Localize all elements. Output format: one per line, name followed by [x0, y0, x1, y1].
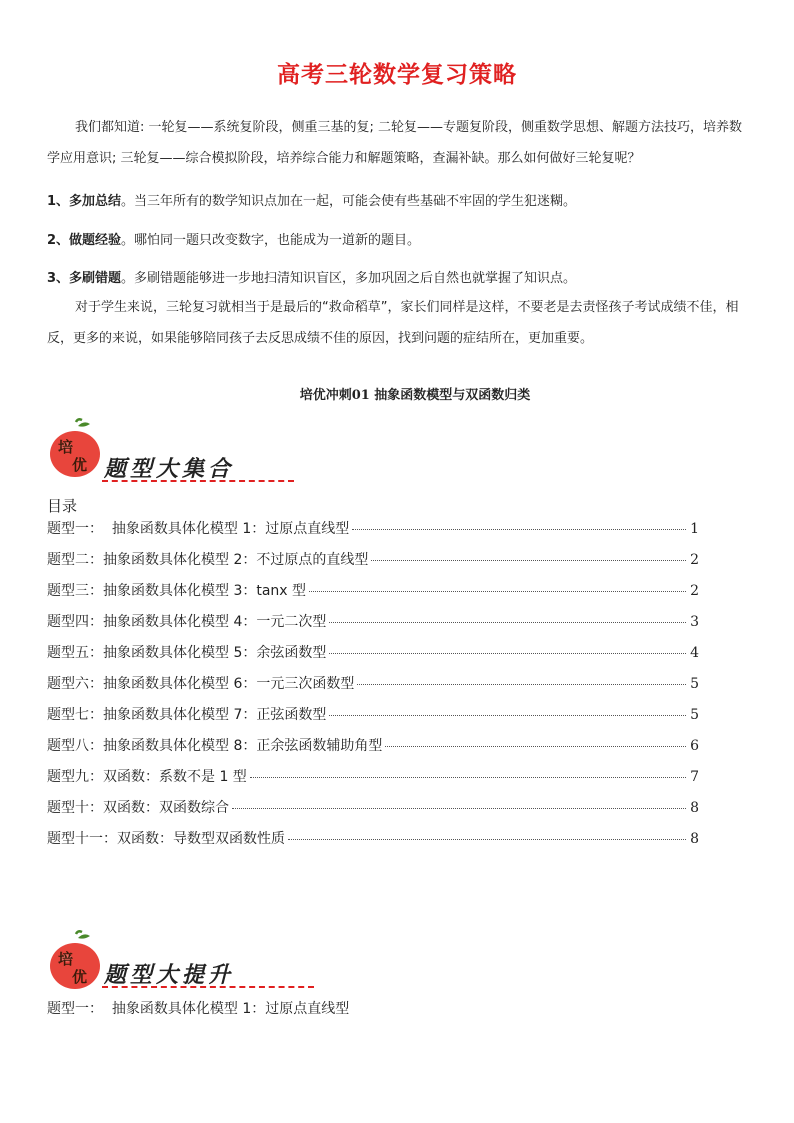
toc-page-number: 7 — [690, 769, 699, 785]
toc-entry-title: 题型十一：双函数：导数型双函数性质 — [47, 831, 285, 847]
toc-entry[interactable] — [47, 766, 699, 797]
toc-page-number: 1 — [690, 521, 699, 537]
banner-underline — [102, 480, 294, 482]
toc-entry-title: 题型十：双函数：双函数综合 — [47, 800, 229, 816]
toc-entry-title: 题型五：抽象函数具体化模型 5：余弦函数型 — [47, 645, 327, 661]
tip-item-1-text: 。当三年所有的数学知识点加在一起，可能会使有些基础不牢固的学生犯迷糊。 — [121, 194, 577, 209]
apple-char-top: 培 — [58, 950, 74, 968]
toc-entry-title: 题型三：抽象函数具体化模型 3：tanx 型 — [47, 583, 307, 599]
tip-item-3-heading: 3、多刷错题 — [47, 271, 122, 286]
toc-entry[interactable] — [47, 518, 699, 549]
toc-label: 目录 — [47, 497, 78, 515]
toc-page-number: 8 — [690, 831, 699, 847]
toc-entry[interactable] — [47, 673, 699, 704]
toc-leader — [288, 839, 686, 840]
toc-leader — [371, 560, 686, 561]
banner-heading: 题型大集合 — [104, 456, 235, 482]
intro-paragraph-2: 对于学生来说，三轮复习就相当于是最后的“救命稻草”，家长们同样是这样，不要老是去责怪孩子考试成绩不佳，相反，更多的来说，如果能够陪同孩子去反思成绩不佳的原因，找到问题的症结所在，更加重要。 — [47, 300, 739, 346]
toc-page-number: 3 — [690, 614, 699, 630]
intro-paragraph-1: 我们都知道: 一轮复——系统复阶段，侧重三基的复; 二轮复——专题复阶段，侧重数学思想、解题方法技巧，培养数学应用意识; 三轮复——综合模拟阶段，培养综合能力和解题策略，查漏补缺。那么如何做好三轮复呢？ — [47, 120, 743, 166]
toc-leader — [250, 777, 686, 778]
toc-entry[interactable] — [47, 735, 699, 766]
tip-item-3 — [47, 267, 747, 286]
toc-entry[interactable] — [47, 704, 699, 735]
toc-leader — [329, 622, 686, 623]
tip-item-1 — [47, 190, 747, 209]
tip-item-1-heading: 1、多加总结 — [47, 194, 122, 209]
apple-char-bottom: 优 — [72, 456, 88, 474]
banner-underline — [102, 986, 314, 988]
toc-page-number: 4 — [690, 645, 699, 661]
banner-question-improvement — [48, 930, 258, 990]
toc-page-number: 2 — [690, 583, 699, 599]
toc-page-number: 6 — [690, 738, 699, 754]
toc-leader — [385, 746, 686, 747]
toc-page-number: 5 — [690, 676, 699, 692]
toc-entry-title: 题型九：双函数：系数不是 1 型 — [47, 769, 247, 785]
toc-entry-title: 题型六：抽象函数具体化模型 6：一元三次函数型 — [47, 676, 355, 692]
toc-leader — [309, 591, 686, 592]
topic-heading: 题型一： 抽象函数具体化模型 1：过原点直线型 — [47, 1001, 350, 1017]
toc-leader — [232, 808, 686, 809]
toc-entry[interactable] — [47, 549, 699, 580]
tip-item-2-text: 。哪怕同一题只改变数字，也能成为一道新的题目。 — [121, 233, 421, 248]
tip-item-2-heading: 2、做题经验 — [47, 233, 122, 248]
page-title: 高考三轮数学复习策略 — [277, 62, 517, 88]
toc-entry[interactable] — [47, 580, 699, 611]
tip-item-3-text: 。多刷错题能够进一步地扫清知识盲区，多加巩固之后自然也就掌握了知识点。 — [121, 271, 577, 286]
banner-question-collection — [48, 418, 258, 482]
table-of-contents — [47, 518, 699, 859]
toc-entry-title: 题型四：抽象函数具体化模型 4：一元二次型 — [47, 614, 327, 630]
toc-entry[interactable] — [47, 797, 699, 828]
toc-leader — [352, 529, 686, 530]
apple-icon — [48, 930, 104, 992]
toc-page-number: 5 — [690, 707, 699, 723]
toc-entry[interactable] — [47, 828, 699, 859]
toc-leader — [329, 715, 686, 716]
apple-char-top: 培 — [58, 438, 74, 456]
toc-leader — [329, 653, 686, 654]
toc-leader — [357, 684, 686, 685]
toc-entry-title: 题型八：抽象函数具体化模型 8：正余弦函数辅助角型 — [47, 738, 383, 754]
toc-page-number: 2 — [690, 552, 699, 568]
banner-heading: 题型大提升 — [104, 962, 235, 988]
toc-page-number: 8 — [690, 800, 699, 816]
section-title: 培优冲刺01 抽象函数模型与双函数归类 — [299, 388, 531, 403]
apple-char-bottom: 优 — [72, 968, 88, 986]
toc-entry-title: 题型七：抽象函数具体化模型 7：正弦函数型 — [47, 707, 327, 723]
toc-entry[interactable] — [47, 642, 699, 673]
toc-entry-title: 题型二：抽象函数具体化模型 2：不过原点的直线型 — [47, 552, 369, 568]
apple-icon — [48, 418, 104, 480]
toc-entry-title: 题型一： 抽象函数具体化模型 1：过原点直线型 — [47, 521, 350, 537]
tip-item-2 — [47, 229, 747, 248]
toc-entry[interactable] — [47, 611, 699, 642]
